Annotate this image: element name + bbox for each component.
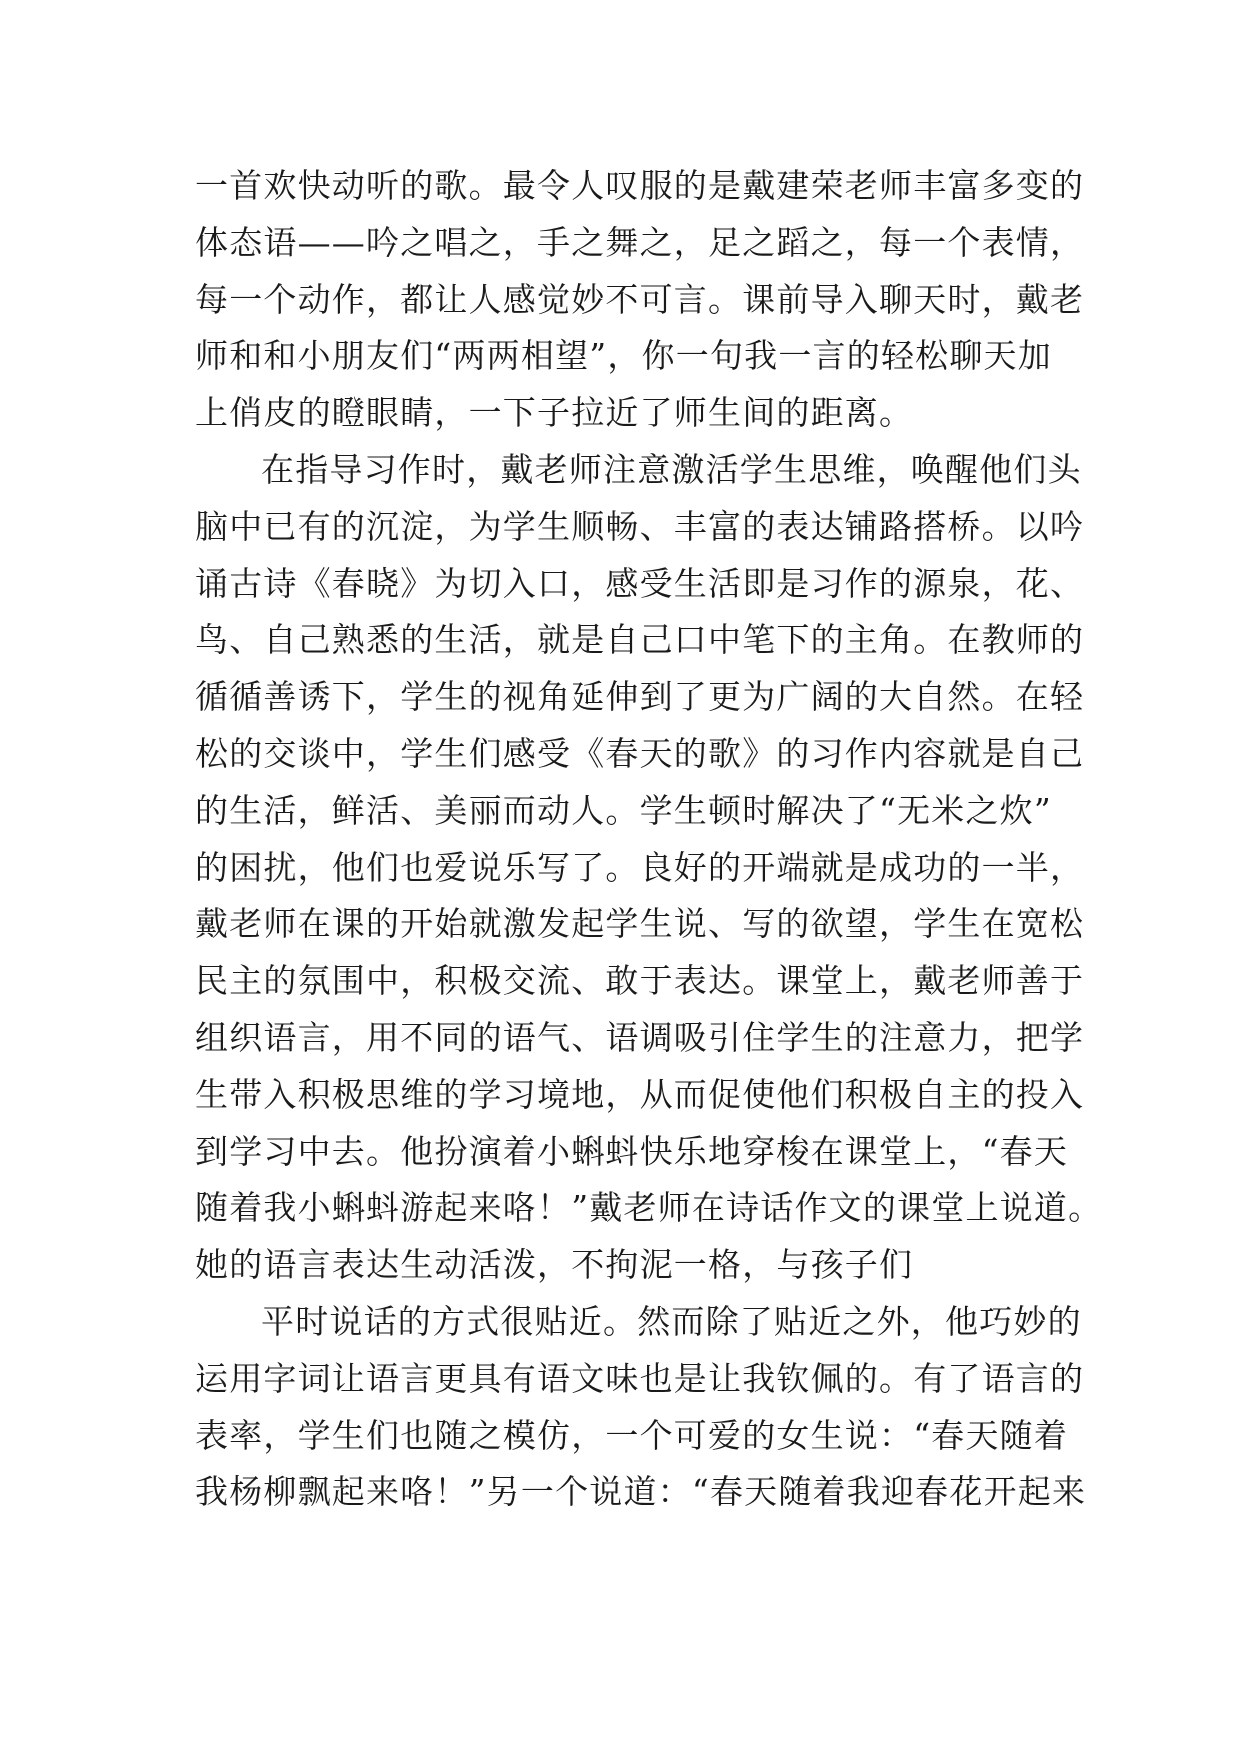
paragraph-first-line: 在指导习作时，戴老师注意激活学生思维，唤醒他们头 <box>261 449 1082 489</box>
text-line: 松的交谈中，学生们感受《春天的歌》的习作内容就是自己 <box>195 733 1085 773</box>
text-line: 生带入积极思维的学习境地，从而促使他们积极自主的投入 <box>195 1074 1085 1114</box>
text-line: 师和和小朋友们“两两相望”，你一句我一言的轻松聊天加 <box>195 336 1052 376</box>
text-line: 民主的氛围中，积极交流、敢于表达。课堂上，戴老师善于 <box>195 961 1085 1001</box>
text-line: 循循善诱下，学生的视角延伸到了更为广阔的大自然。在轻 <box>195 677 1085 717</box>
text-line: 她的语言表达生动活泼，不拘泥一格，与孩子们 <box>195 1245 914 1285</box>
text-line: 戴老师在课的开始就激发起学生说、写的欲望，学生在宽松 <box>195 904 1085 944</box>
text-line: 表率，学生们也随之模仿，一个可爱的女生说：“春天随着 <box>195 1415 1069 1455</box>
text-line: 的困扰，他们也爱说乐写了。良好的开端就是成功的一半， <box>195 847 1085 887</box>
text-line: 体态语——吟之唱之，手之舞之，足之蹈之，每一个表情， <box>195 222 1085 262</box>
text-line: 上俏皮的瞪眼睛，一下子拉近了师生间的距离。 <box>195 393 914 433</box>
text-line: 的生活，鲜活、美丽而动人。学生顿时解决了“无米之炊” <box>195 790 1052 830</box>
paragraph-first-line: 平时说话的方式很贴近。然而除了贴近之外，他巧妙的 <box>261 1301 1082 1341</box>
document-body <box>195 158 1103 1521</box>
text-line: 运用字词让语言更具有语文味也是让我钦佩的。有了语言的 <box>195 1358 1085 1398</box>
text-line: 鸟、自己熟悉的生活，就是自己口中笔下的主角。在教师的 <box>195 620 1085 660</box>
text-line: 组织语言，用不同的语气、语调吸引住学生的注意力，把学 <box>195 1017 1085 1057</box>
text-line: 随着我小蝌蚪游起来咯！”戴老师在诗话作文的课堂上说道。 <box>195 1188 1103 1228</box>
text-line: 我杨柳飘起来咯！”另一个说道：“春天随着我迎春花开起来 <box>195 1472 1087 1512</box>
text-line: 脑中已有的沉淀，为学生顺畅、丰富的表达铺路搭桥。以吟 <box>195 506 1085 546</box>
text-line: 到学习中去。他扮演着小蝌蚪快乐地穿梭在课堂上，“春天 <box>195 1131 1069 1171</box>
text-line: 诵古诗《春晓》为切入口，感受生活即是习作的源泉，花、 <box>195 563 1085 603</box>
text-line: 每一个动作，都让人感觉妙不可言。课前导入聊天时，戴老 <box>195 279 1085 319</box>
text-line: 一首欢快动听的歌。最令人叹服的是戴建荣老师丰富多变的 <box>195 166 1085 205</box>
